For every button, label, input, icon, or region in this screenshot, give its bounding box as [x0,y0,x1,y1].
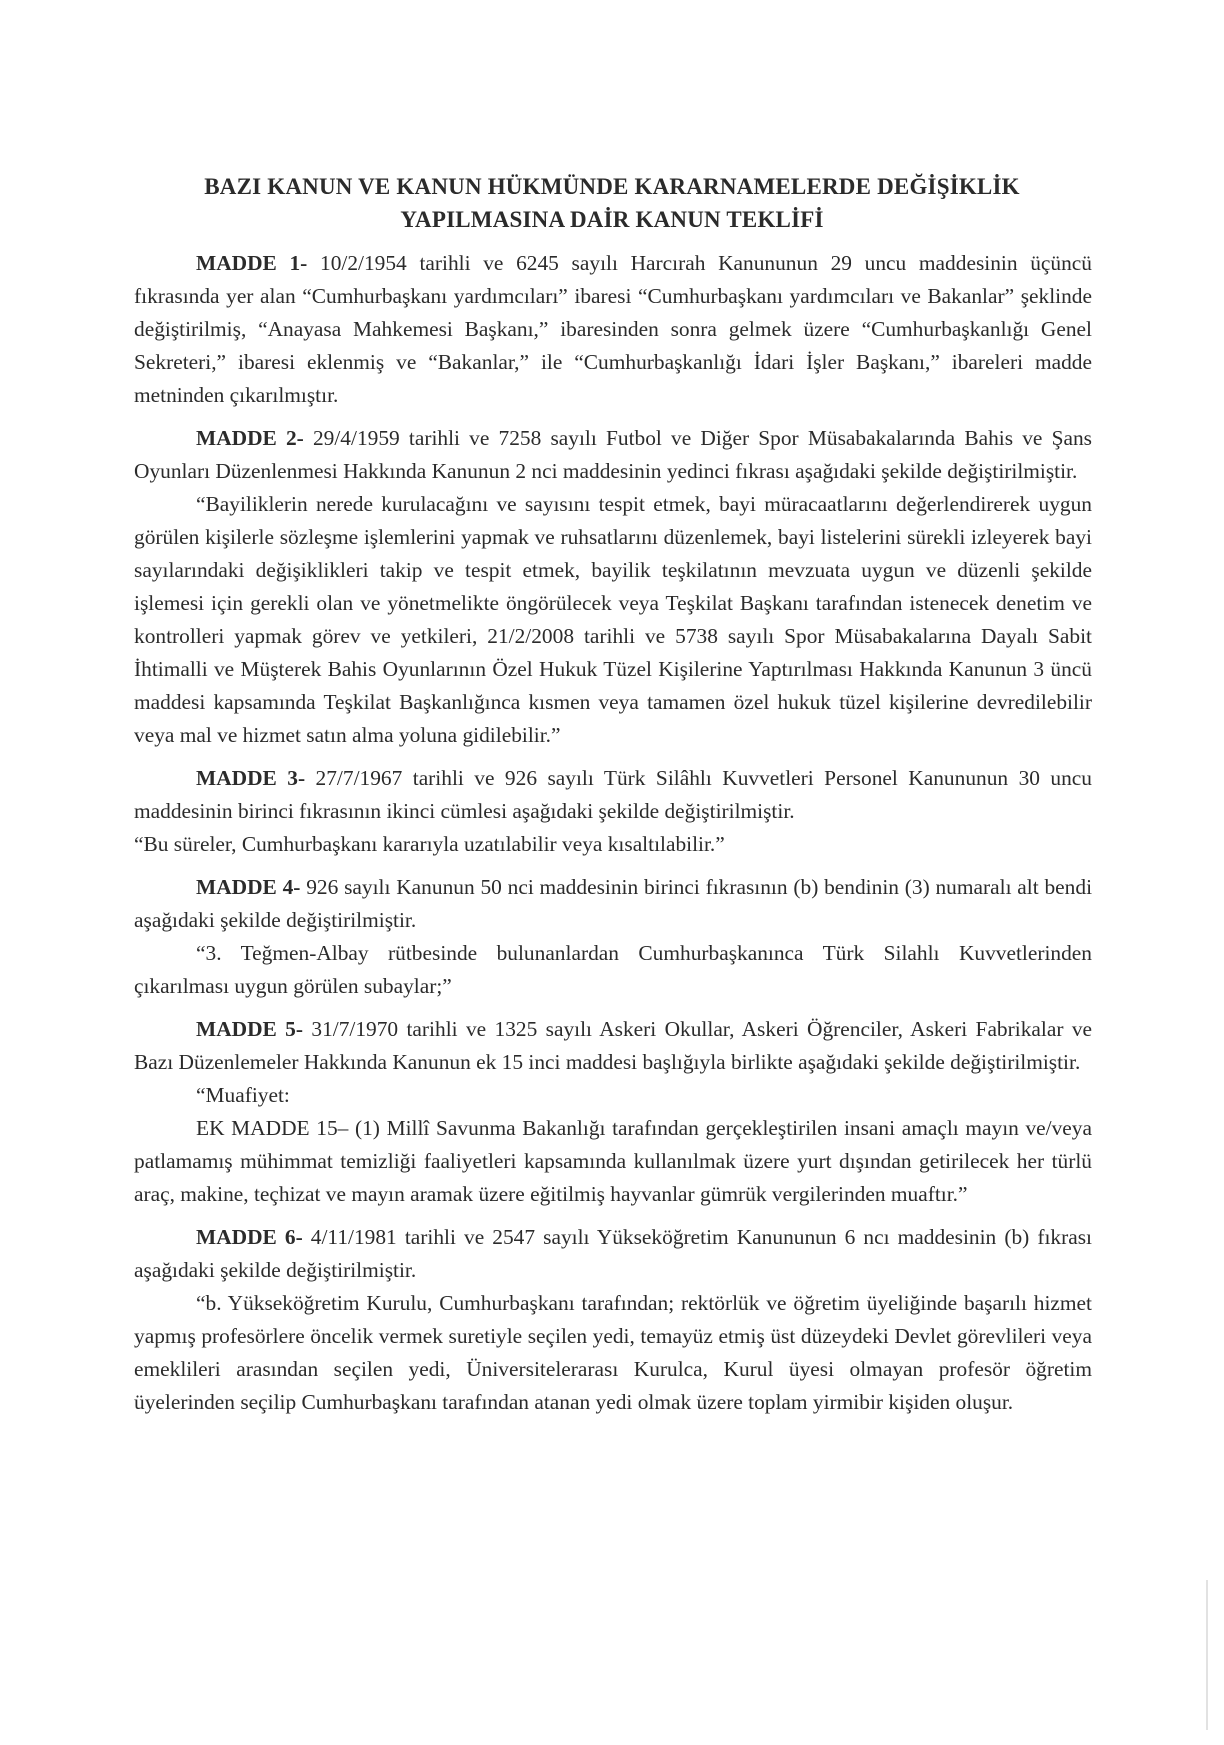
title-line-2: YAPILMASINA DAİR KANUN TEKLİFİ [400,207,824,232]
article-2-quote: “Bayiliklerin nerede kurulacağını ve sayısını tespit etmek, bayi müracaatlarını değerlendirerek uygun görülen kişilerle sözleşme işlemlerini yapmak ve ruhsatlarını düzenlemek, bayi listelerini sürekli izleyerek bayi sayılarındaki değişiklikleri takip ve tespit etmek, bayilik teşkilatının mevzuata uygun ve düzenli şekilde işlemesi için gerekli olan ve yönetmelikte öngörülecek veya Teşkilat Başkanı tarafından istenecek denetim ve kontrolleri yapmak görev ve yetkileri, 21/2/2008 tarihli ve 5738 sayılı Spor Müsabakalarına Dayalı Sabit İhtimalli ve Müşterek Bahis Oyunlarının Özel Hukuk Tüzel Kişilerine Yaptırılması Hakkında Kanunun 3 üncü maddesi kapsamında Teşkilat Başkanlığınca kısmen veya tamamen özel hukuk tüzel kişilerine devredilebilir veya mal ve hizmet satın alma yoluna gidilebilir.” [134,492,1092,747]
article-1 [134,247,1092,412]
scan-edge-mark [1206,1580,1208,1730]
article-3 [134,762,1092,828]
article-5-label: MADDE 5- [196,1017,303,1041]
title-line-1: BAZI KANUN VE KANUN HÜKMÜNDE KARARNAMELERDE DEĞİŞİKLİK [204,174,1020,199]
article-5-text: 31/7/1970 tarihli ve 1325 sayılı Askeri Okullar, Askeri Öğrenciler, Askeri Fabrikalar ve Bazı Düzenlemeler Hakkında Kanunun ek 15 inci maddesi başlığıyla birlikte aşağıdaki şekilde değiştirilmiştir. [134,1017,1093,1074]
article-2-text: 29/4/1959 tarihli ve 7258 sayılı Futbol ve Diğer Spor Müsabakalarında Bahis ve Şans Oyunları Düzenlenmesi Hakkında Kanunun 2 nci maddesinin yedinci fıkrası aşağıdaki şekilde değiştirilmiştir. [134,426,1093,483]
article-6-quote: “b. Yükseköğretim Kurulu, Cumhurbaşkanı tarafından; rektörlük ve öğretim üyeliğinde başarılı hizmet yapmış profesörlere öncelik vermek suretiyle seçilen yedi, temayüz etmiş üst düzeydeki Devlet görevlileri veya emeklileri arasından seçilen yedi, Üniversitelerarası Kurulca, Kurul üyesi olmayan profesör öğretim üyelerinden seçilip Cumhurbaşkanı tarafından atanan yedi olmak üzere toplam yirmibir kişiden oluşur. [134,1291,1092,1414]
article-6-text: 4/11/1981 tarihli ve 2547 sayılı Yükseköğretim Kanununun 6 ncı maddesinin (b) fıkrası aşağıdaki şekilde değiştirilmiştir. [134,1225,1092,1282]
document-body [134,247,1092,1419]
article-3-quote: “Bu süreler, Cumhurbaşkanı kararıyla uzatılabilir veya kısaltılabilir.” [134,832,725,856]
article-4-quote: “3. Teğmen-Albay rütbesinde bulunanlardan Cumhurbaşkanınca Türk Silahlı Kuvvetlerinden çıkarılması uygun görülen subaylar;” [134,941,1092,998]
article-4-text: 926 sayılı Kanunun 50 nci maddesinin birinci fıkrasının (b) bendinin (3) numaralı alt bendi aşağıdaki şekilde değiştirilmiştir. [134,875,1093,932]
article-4-label: MADDE 4- [196,875,301,899]
article-3-text: 27/7/1967 tarihli ve 926 sayılı Türk Silâhlı Kuvvetleri Personel Kanununun 30 uncu maddesinin birinci fıkrasının ikinci cümlesi aşağıdaki şekilde değiştirilmiştir. [134,766,1092,823]
article-2-label: MADDE 2- [196,426,304,450]
document-title [130,170,1094,236]
article-5-quote: EK MADDE 15– (1) Millî Savunma Bakanlığı tarafından gerçekleştirilen insani amaçlı mayın ve/veya patlamamış mühimmat temizliği faaliyetleri kapsamında kullanılmak üzere yurt dışından getirilecek her türlü araç, makine, teçhizat ve mayın aramak üzere eğitilmiş hayvanlar gümrük vergilerinden muaftır.” [134,1116,1092,1206]
article-5-quote-heading: “Muafiyet: [196,1083,290,1107]
article-3-label: MADDE 3- [196,766,306,790]
article-1-label: MADDE 1- [196,251,308,275]
article-6 [134,1221,1092,1287]
article-2 [134,422,1092,488]
article-5 [134,1013,1092,1079]
article-1-text: 10/2/1954 tarihli ve 6245 sayılı Harcırah Kanununun 29 uncu maddesinin üçüncü fıkrasında yer alan “Cumhurbaşkanı yardımcıları” ibaresi “Cumhurbaşkanı yardımcıları ve Bakanlar” şeklinde değiştirilmiş, “Anayasa Mahkemesi Başkanı,” ibaresinden sonra gelmek üzere “Cumhurbaşkanlığı Genel Sekreteri,” ibaresi eklenmiş ve “Bakanlar,” ile “Cumhurbaşkanlığı İdari İşler Başkanı,” ibareleri madde metninden çıkarılmıştır. [134,251,1092,407]
article-6-label: MADDE 6- [196,1225,303,1249]
article-4 [134,871,1092,937]
